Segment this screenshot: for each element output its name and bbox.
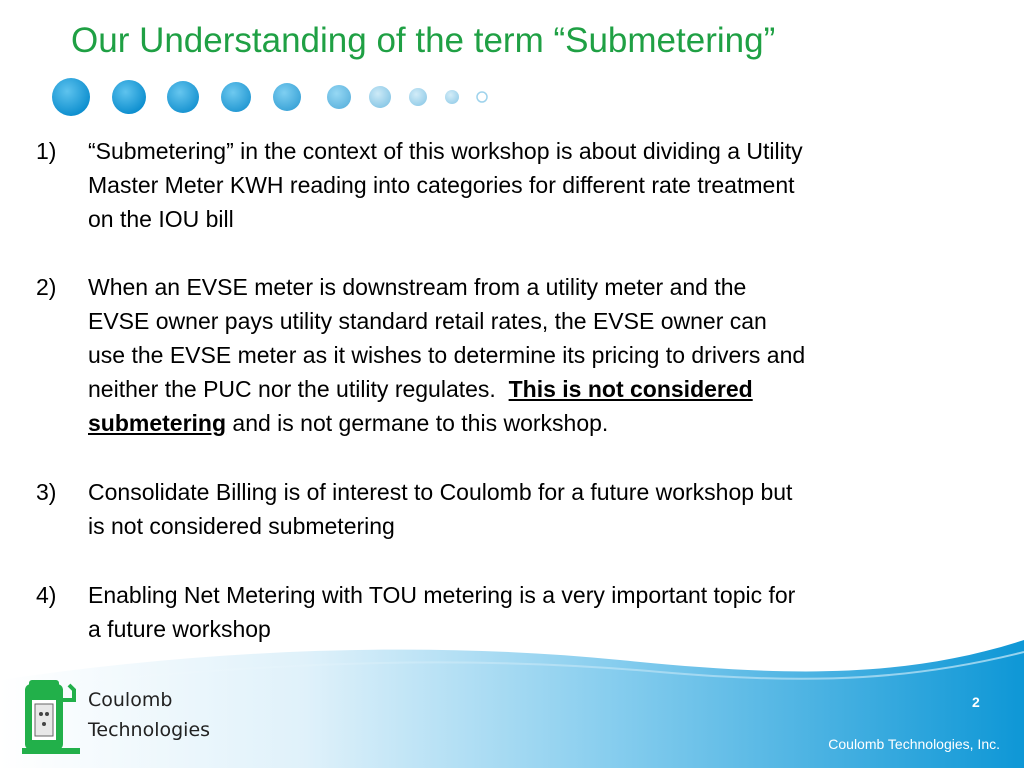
decorative-dot bbox=[273, 83, 301, 111]
decorative-dot bbox=[167, 81, 199, 113]
logo-line: Technologies bbox=[88, 719, 211, 741]
logo-line: Coulomb bbox=[88, 689, 173, 711]
decorative-dot bbox=[369, 86, 391, 108]
decorative-dot bbox=[477, 92, 487, 102]
decorative-dot bbox=[445, 90, 459, 104]
item-line bbox=[88, 406, 980, 440]
item-line: is not considered submetering bbox=[88, 513, 395, 539]
item-line: When an EVSE meter is downstream from a utility meter and the bbox=[88, 274, 747, 300]
emphasis-text: submetering bbox=[88, 410, 227, 436]
item-number: 4) bbox=[36, 582, 57, 608]
decorative-dot bbox=[221, 82, 251, 112]
item-line: use the EVSE meter as it wishes to determine its pricing to drivers and bbox=[88, 342, 806, 368]
decorative-dot bbox=[52, 78, 90, 116]
decorative-dot bbox=[112, 80, 146, 114]
decorative-dot bbox=[409, 88, 427, 106]
item-line: “Submetering” in the context of this workshop is about dividing a Utility bbox=[88, 138, 803, 164]
emphasis-text: This is not considered bbox=[508, 376, 753, 402]
item-line: a future workshop bbox=[88, 616, 271, 642]
logo-wordmark bbox=[88, 685, 210, 745]
item-number: 3) bbox=[36, 479, 57, 505]
decorative-dot bbox=[327, 85, 351, 109]
item-text bbox=[88, 578, 980, 646]
slide-title: Our Understanding of the term “Submetering” bbox=[71, 21, 776, 60]
item-text bbox=[88, 134, 980, 236]
company-footer: Coulomb Technologies, Inc. bbox=[828, 736, 1000, 752]
item-line-text: and is not germane to this workshop. bbox=[232, 410, 609, 436]
item-number: 2) bbox=[36, 274, 57, 300]
item-line: Master Meter KWH reading into categories for different rate treatment bbox=[88, 172, 795, 198]
page-number: 2 bbox=[972, 694, 980, 710]
item-line bbox=[88, 372, 980, 406]
item-line: Enabling Net Metering with TOU metering is a very important topic for bbox=[88, 582, 796, 608]
item-line: EVSE owner pays utility standard retail rates, the EVSE owner can bbox=[88, 308, 767, 334]
decorative-dots bbox=[0, 0, 1024, 130]
item-text bbox=[88, 475, 980, 543]
item-line-text: neither the PUC nor the utility regulates. bbox=[88, 376, 496, 402]
item-line: Consolidate Billing is of interest to Coulomb for a future workshop but bbox=[88, 479, 793, 505]
item-text bbox=[88, 270, 980, 440]
item-line: on the IOU bill bbox=[88, 206, 234, 232]
item-number: 1) bbox=[36, 138, 57, 164]
